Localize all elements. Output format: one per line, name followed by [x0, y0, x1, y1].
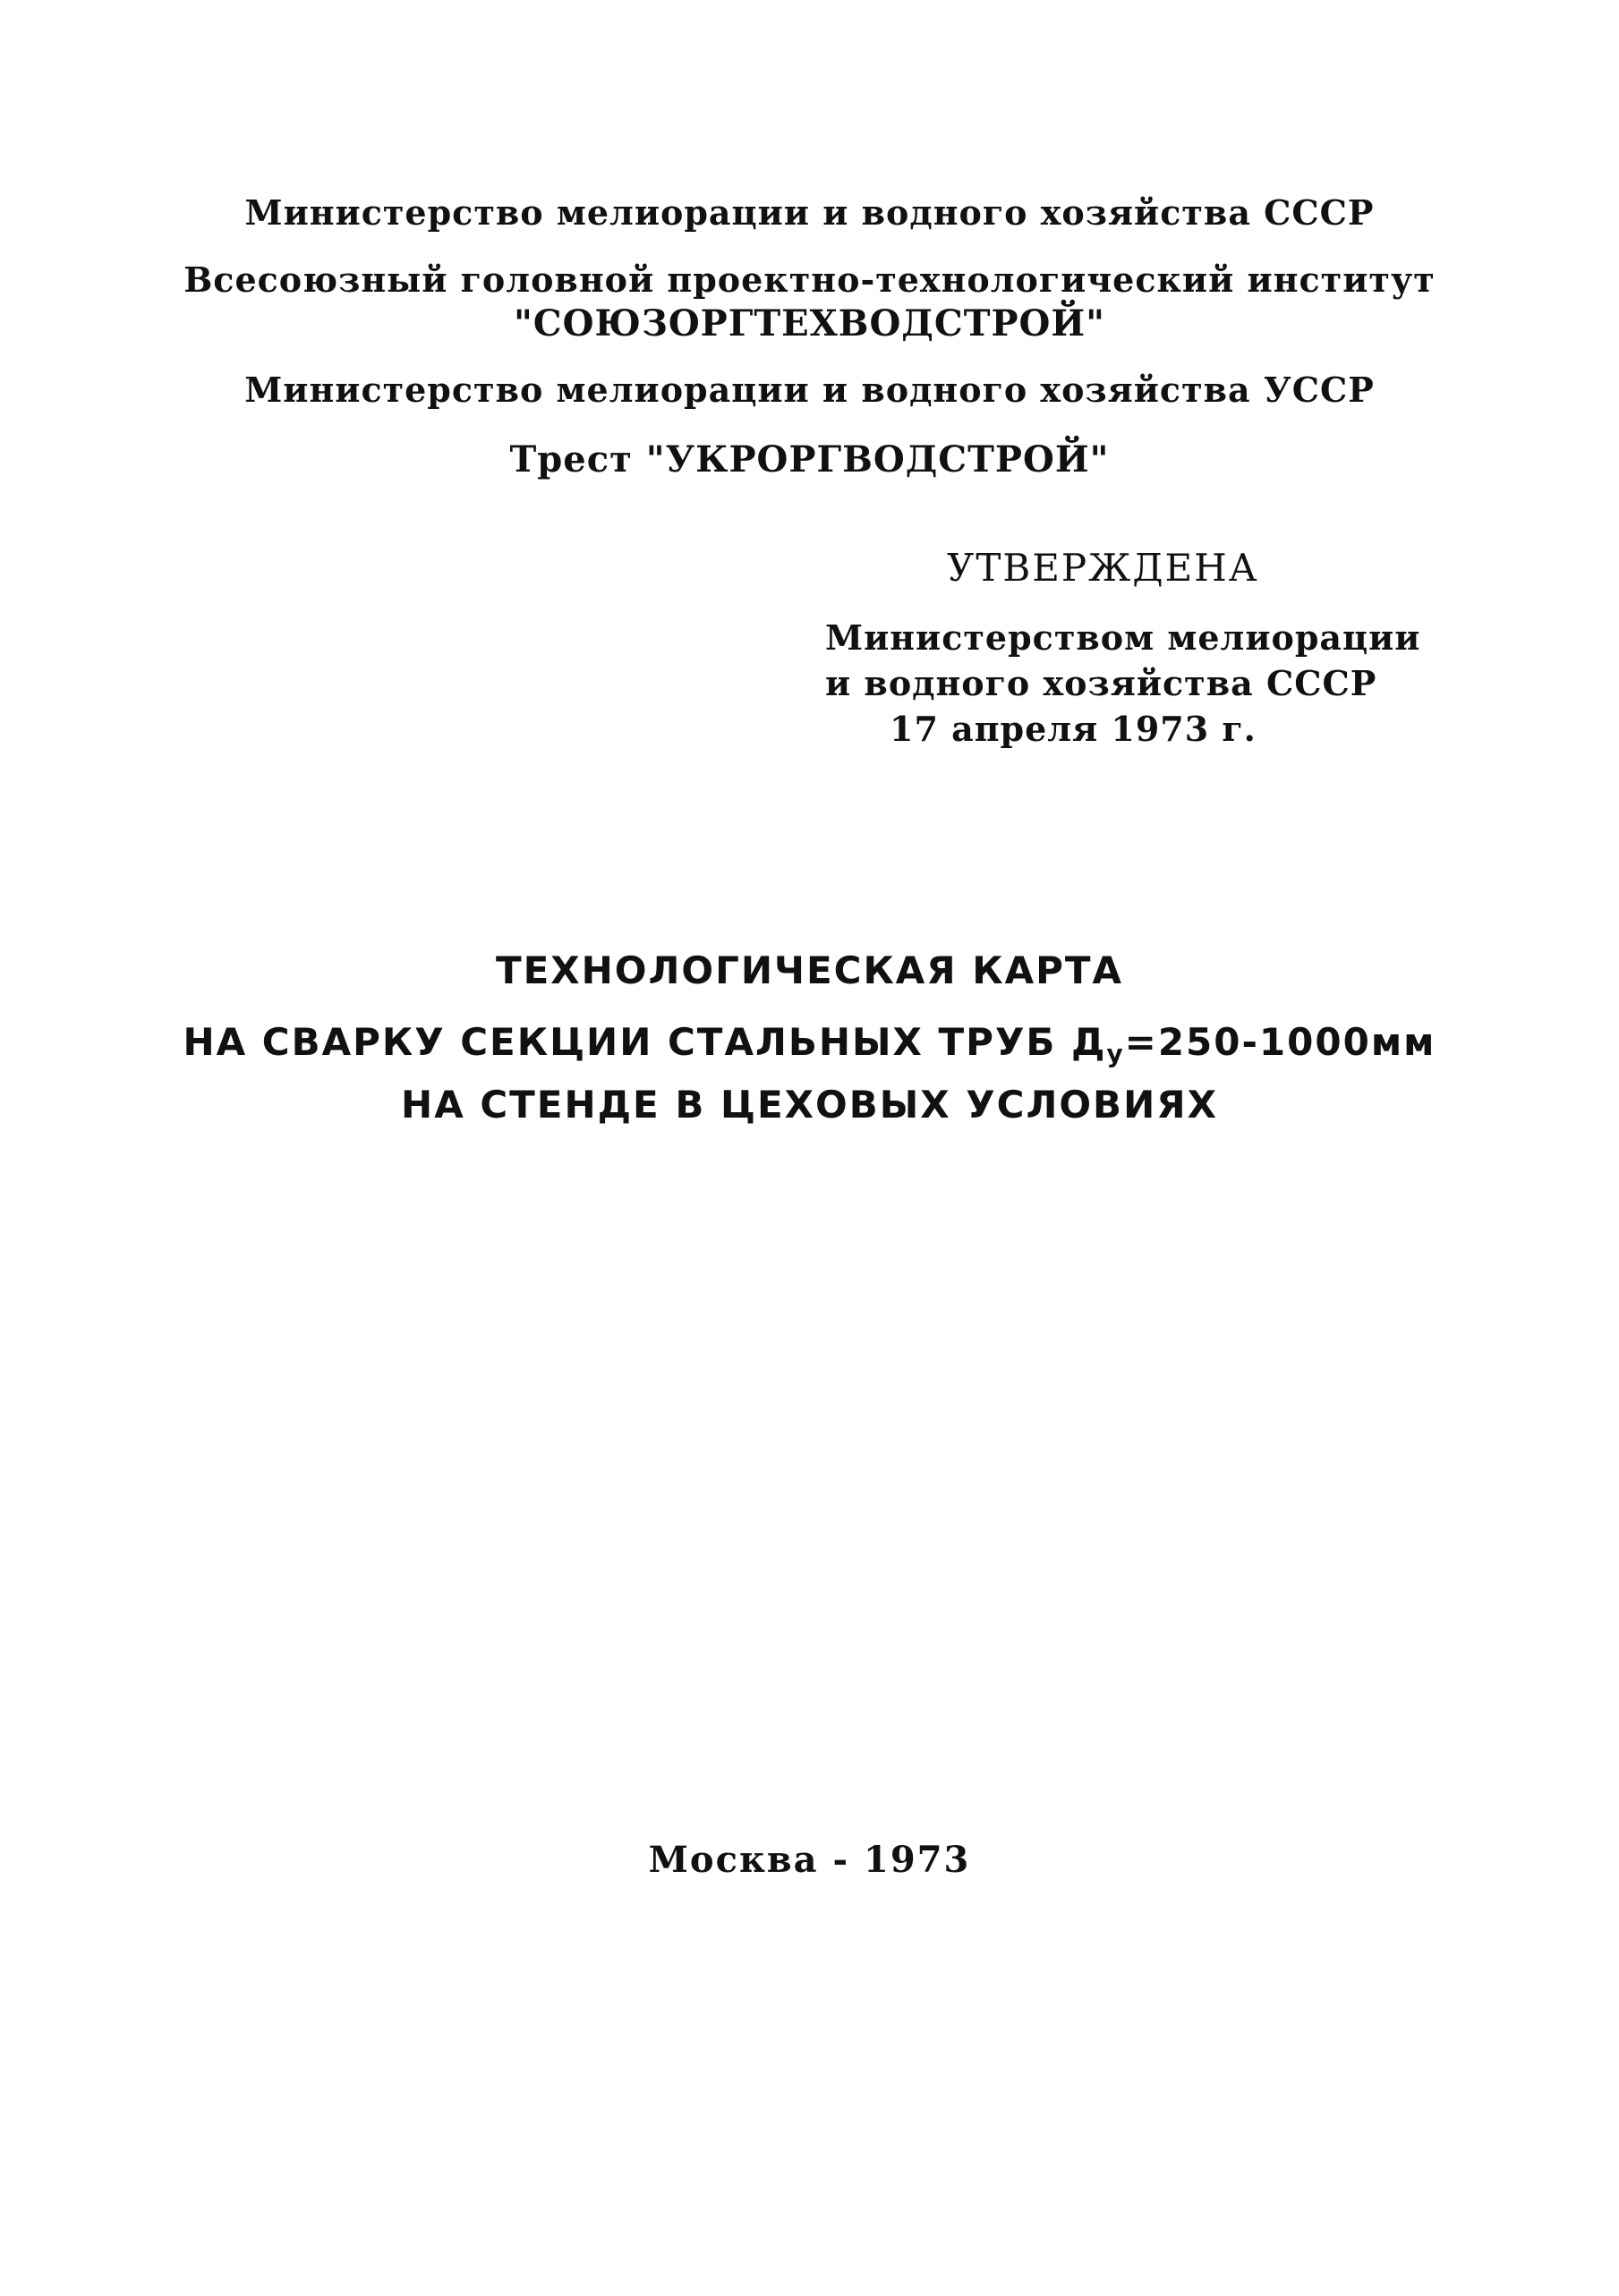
document-title-line2 [0, 1020, 1619, 1068]
title-line2-subscript: у [1106, 1039, 1125, 1068]
title-line2-prefix: НА СВАРКУ СЕКЦИИ СТАЛЬНЫХ ТРУБ Д [183, 1020, 1107, 1064]
institute-name: "СОЮЗОРГТЕХВОДСТРОЙ" [513, 302, 1106, 344]
title-line2-suffix: =250-1000мм [1124, 1020, 1436, 1064]
approval-status: УТВЕРЖДЕНА [947, 546, 1259, 590]
approval-date: 17 апреля 1973 г. [890, 709, 1257, 749]
institute-heading: Всесоюзный головной проектно-технологический институт [183, 259, 1436, 300]
place-and-year: Москва - 1973 [648, 1839, 971, 1881]
ministry-ukr-heading: Министерство мелиорации и водного хозяйства УССР [244, 370, 1375, 410]
ministry-ussr-heading: Министерство мелиорации и водного хозяйства СССР [244, 192, 1375, 233]
trust-name: Трест "УКРОРГВОДСТРОЙ" [509, 438, 1110, 480]
approval-authority-line2: и водного хозяйства СССР [825, 663, 1377, 703]
document-title-line1: ТЕХНОЛОГИЧЕСКАЯ КАРТА [495, 948, 1124, 992]
document-title-line3: НА СТЕНДЕ В ЦЕХОВЫХ УСЛОВИЯХ [401, 1083, 1218, 1127]
approval-authority-line1: Министерством мелиорации [825, 617, 1421, 658]
